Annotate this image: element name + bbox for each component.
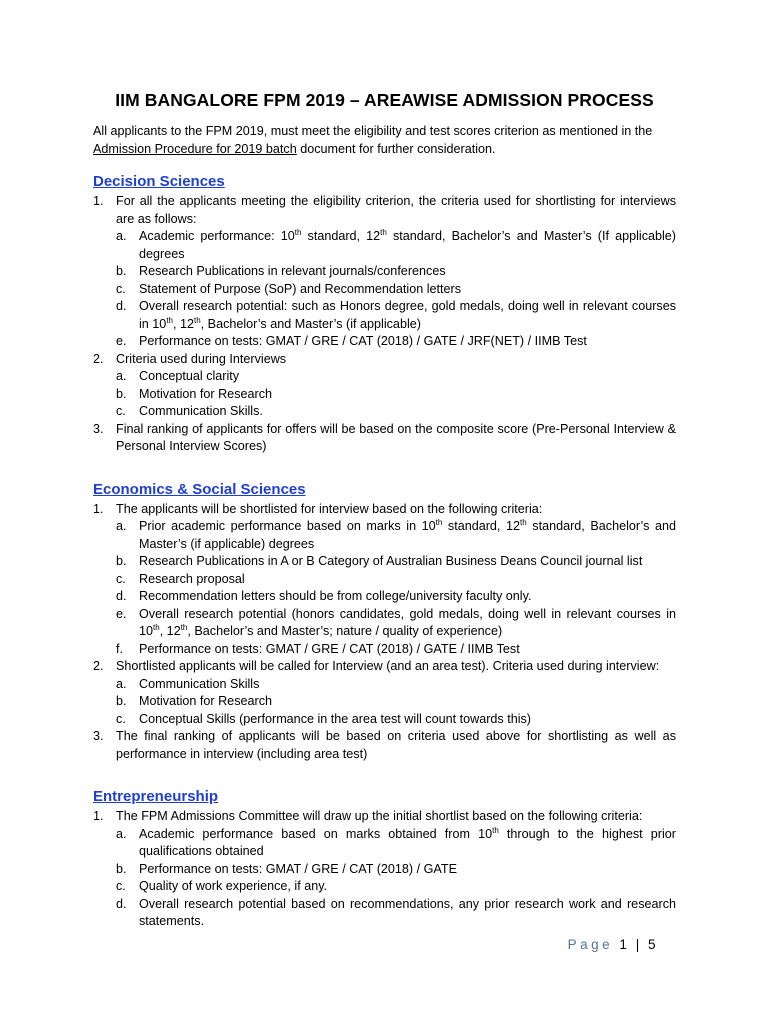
sub-list-letter: d.	[116, 589, 127, 603]
sub-list-letter: c.	[116, 711, 126, 726]
sub-list-item	[93, 896, 676, 931]
section-heading: Economics & Social Sciences	[93, 480, 306, 498]
sub-list-item	[93, 826, 676, 861]
list-item	[93, 421, 676, 456]
section-list	[93, 808, 676, 931]
sub-list-item	[93, 588, 676, 606]
sub-list-item	[93, 571, 676, 589]
sub-list-item	[93, 693, 676, 711]
sub-list-item	[93, 281, 676, 299]
section-list	[93, 193, 676, 456]
sub-list-letter: b.	[116, 554, 127, 568]
sub-list-letter: d.	[116, 299, 127, 313]
sub-list-text: Research proposal	[139, 571, 245, 586]
list-item-text: For all the applicants meeting the eligibility criterion, the criteria used for shortlisting for interviews are as follows:	[116, 194, 676, 226]
page-label: Page	[567, 937, 614, 952]
sub-list-text: Overall research potential based on recommendations, any prior research work and research statements.	[139, 896, 676, 928]
page-separator: |	[635, 937, 642, 952]
sub-list-item	[93, 878, 676, 896]
list-number: 3.	[93, 729, 104, 743]
sub-list-item	[93, 403, 676, 421]
sub-list-letter: d.	[116, 896, 127, 911]
sub-list-letter: c.	[116, 879, 126, 893]
list-number: 1.	[93, 809, 104, 823]
sub-list-letter: a.	[116, 369, 127, 383]
sub-list-item	[93, 711, 676, 729]
sub-list-letter: b.	[116, 861, 127, 876]
sub-list-text: Conceptual clarity	[139, 369, 240, 383]
sub-list-text: Motivation for Research	[139, 694, 272, 708]
section-heading: Entrepreneurship	[93, 788, 219, 805]
sub-list-letter: a.	[116, 676, 127, 691]
sub-list-text: Statement of Purpose (SoP) and Recommendation letters	[139, 281, 462, 296]
sub-list-text: Research Publications in A or B Category of Australian Business Deans Council journal list	[139, 554, 643, 568]
sub-list-text: Motivation for Research	[139, 386, 272, 401]
intro-paragraph	[93, 123, 676, 158]
sub-list-letter: c.	[116, 571, 126, 586]
sub-list-letter: b.	[116, 264, 127, 278]
sub-list-text: Overall research potential (honors candidates, gold medals, doing well in relevant courses in 10th, 12th, Bachelor’s and Master’s; nature / quality of experience)	[139, 606, 676, 638]
sub-list-item	[93, 386, 676, 404]
page-total: 5	[647, 937, 658, 952]
sub-list-letter: c.	[116, 281, 126, 296]
list-item	[93, 808, 676, 826]
sub-list-text: Academic performance based on marks obtained from 10th through to the highest prior qualifications obtained	[139, 825, 676, 858]
sub-list-letter: b.	[116, 386, 127, 401]
sub-list-item	[93, 333, 676, 351]
sub-list-item	[93, 553, 676, 571]
sub-list-text: Performance on tests: GMAT / GRE / CAT (2018) / GATE / IIMB Test	[139, 641, 520, 656]
document-title: IIM BANGALORE FPM 2019 – AREAWISE ADMISSION PROCESS	[115, 90, 654, 110]
list-item-text: Shortlisted applicants will be called for Interview (and an area test). Criteria used during interview:	[116, 659, 660, 673]
sub-list-letter: e.	[116, 606, 127, 621]
intro-text-end: document for further consideration.	[296, 141, 496, 156]
list-item	[93, 728, 676, 763]
page-footer	[568, 936, 658, 954]
sub-list-text: Performance on tests: GMAT / GRE / CAT (2018) / GATE	[139, 861, 457, 876]
list-number: 2.	[93, 351, 104, 366]
sub-list-letter: e.	[116, 334, 127, 348]
section-heading: Decision Sciences	[93, 173, 225, 190]
sub-list-letter: a.	[116, 229, 127, 243]
admission-procedure-link[interactable]: Admission Procedure for 2019 batch	[93, 141, 297, 156]
sub-list-item	[93, 676, 676, 694]
sub-list-letter: b.	[116, 694, 127, 708]
list-item-text: The FPM Admissions Committee will draw up the initial shortlist based on the following criteria:	[116, 809, 643, 823]
list-number: 1.	[93, 501, 104, 516]
list-item-text: The applicants will be shortlisted for interview based on the following criteria:	[116, 501, 543, 516]
list-item-text: The final ranking of applicants will be based on criteria used above for shortlisting as well as performance in interview (including area test)	[116, 729, 676, 761]
intro-text-start: All applicants to the FPM 2019, must meet the eligibility and test scores criterion as mentioned in the	[93, 124, 653, 138]
sub-list-letter: a.	[116, 519, 127, 533]
sections-container	[93, 172, 676, 931]
page-content	[93, 88, 676, 931]
sub-list-letter: c.	[116, 404, 126, 418]
sub-list-item	[93, 641, 676, 659]
list-item-text: Criteria used during Interviews	[116, 351, 287, 366]
sub-list-letter: f.	[116, 641, 123, 656]
list-item	[93, 351, 676, 369]
sub-list-text: Prior academic performance based on marks in 10th standard, 12th standard, Bachelor’s and Master’s (if applicable) degrees	[139, 517, 677, 551]
list-number: 1.	[93, 194, 104, 208]
list-number: 3.	[93, 421, 104, 436]
sub-list-text: Recommendation letters should be from college/university faculty only.	[139, 589, 532, 603]
sub-list-text: Conceptual Skills (performance in the area test will count towards this)	[139, 711, 531, 726]
sub-list-item	[93, 606, 676, 641]
sub-list-text: Research Publications in relevant journals/conferences	[139, 264, 446, 278]
sub-list-text: Communication Skills.	[139, 404, 263, 418]
section-list	[93, 501, 676, 764]
sub-list-item	[93, 263, 676, 281]
page-current: 1	[619, 937, 630, 952]
sub-list-item	[93, 298, 676, 333]
sub-list-text: Quality of work experience, if any.	[139, 879, 328, 893]
sub-list-item	[93, 861, 676, 879]
sub-list-text: Overall research potential: such as Honors degree, gold medals, doing well in relevant courses in 10th, 12th, Bachelor’s and Master’s (if applicable)	[139, 299, 676, 331]
sub-list-text: Communication Skills	[139, 676, 260, 691]
list-item-text: Final ranking of applicants for offers will be based on the composite score (Pre-Personal Interview & Personal Interview Scores)	[116, 421, 676, 453]
list-item	[93, 501, 676, 519]
list-item	[93, 193, 676, 228]
sub-list-item	[93, 228, 676, 263]
list-number: 2.	[93, 659, 104, 673]
list-item	[93, 658, 676, 676]
sub-list-item	[93, 518, 676, 553]
sub-list-item	[93, 368, 676, 386]
sub-list-letter: a.	[116, 826, 127, 841]
sub-list-text: Performance on tests: GMAT / GRE / CAT (2018) / GATE / JRF(NET) / IIMB Test	[139, 334, 587, 348]
sub-list-text: Academic performance: 10th standard, 12th standard, Bachelor’s and Master’s (If applicable) degrees	[139, 227, 676, 261]
